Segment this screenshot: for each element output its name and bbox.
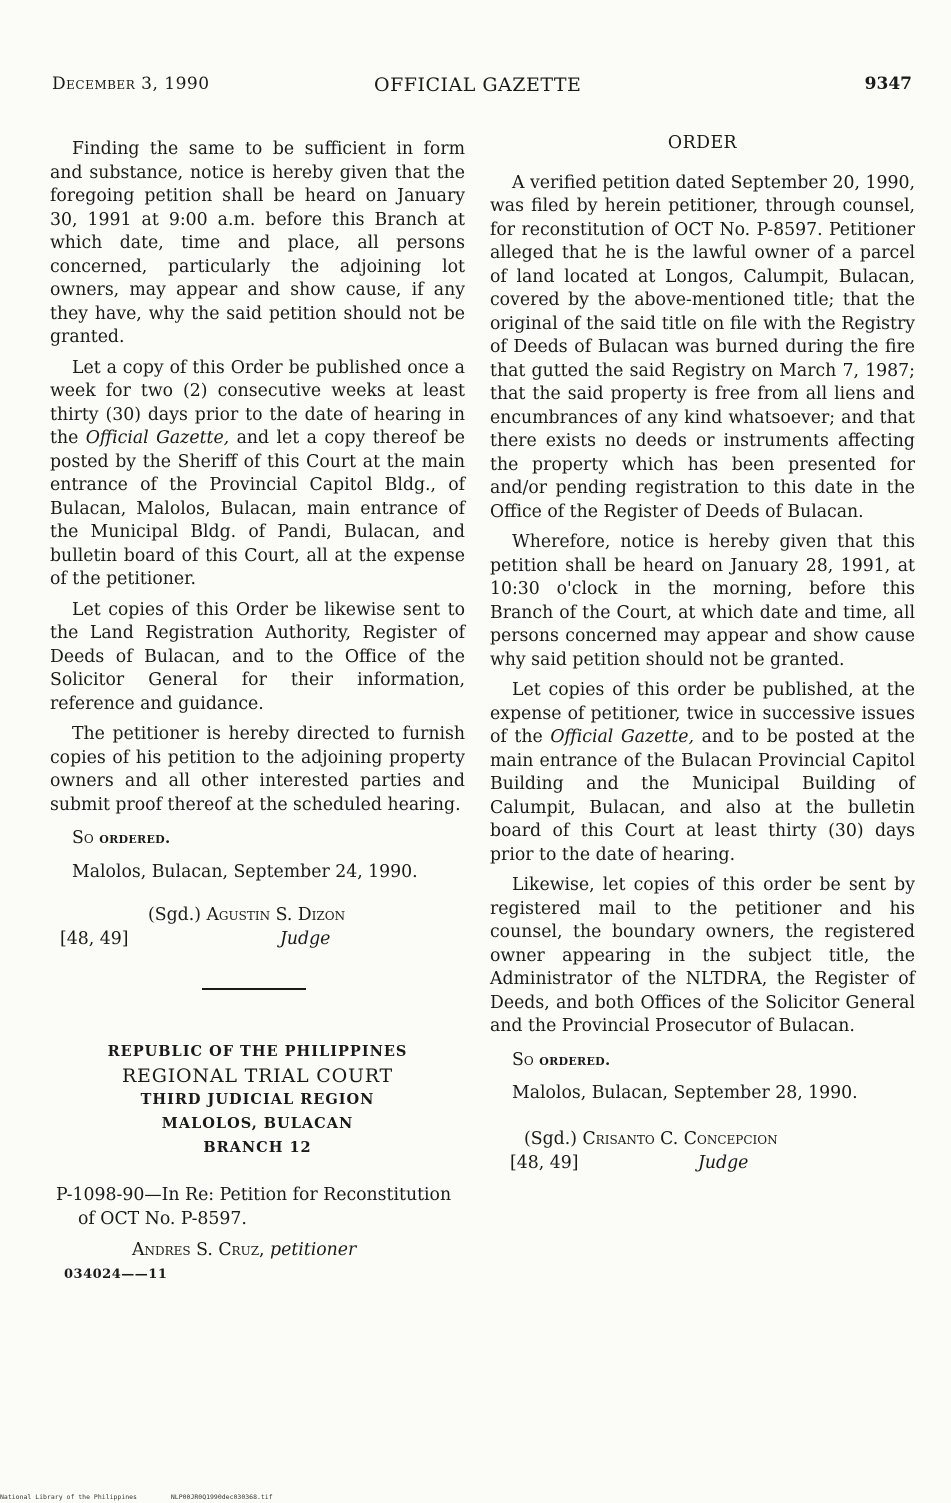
order-title: ORDER bbox=[667, 133, 738, 153]
judge-title: Judge bbox=[698, 1152, 749, 1173]
section-divider bbox=[202, 988, 306, 990]
petitioner: Andres S. Cruz, petitioner bbox=[132, 1240, 357, 1260]
paragraph: Let copies of this order be published, at the expense of petitioner, twice in successive issues of the Official Gazette, and to be posted at the main entrance of the Bulacan Provincial Capitol Building and the Municipal Building of Calumpit, Bulacan, and also at the bulletin board of this Court at least thirty (30) days prior to the date of hearing. bbox=[490, 680, 916, 865]
signature-block: (Sgd.) Crisanto C. Concepcion [48, 49] Judge bbox=[490, 1128, 915, 1176]
scan-footer bbox=[0, 1493, 303, 1501]
judge-name: Crisanto C. Concepcion bbox=[582, 1128, 778, 1149]
notice-code: 034024——11 bbox=[64, 1266, 168, 1282]
publication-title: OFFICIAL GAZETTE bbox=[374, 74, 582, 96]
case-title: P-1098-90—In Re: Petition for Reconstitution of OCT No. P-8597. bbox=[56, 1185, 452, 1229]
so-ordered: So ordered. bbox=[72, 828, 171, 848]
page-header bbox=[52, 74, 912, 104]
court-heading: REPUBLIC OF THE PHILIPPINES REGIONAL TRIAL COURT THIRD JUDICIAL REGION MALOLOS, BULACAN BRANCH 12 bbox=[107, 1043, 408, 1156]
file-name: NLP00JR0Q1990dec030368.tif bbox=[170, 1493, 273, 1501]
paragraph: Let a copy of this Order be published once a week for two (2) consecutive weeks at least thirty (30) days prior to the date of hearing in the Official Gazette, and let a copy thereof be posted by the Sheriff of this Court at the main entrance of the Provincial Capitol Bldg., of Bulacan, Malolos, Bulacan, main entrance of the Municipal Bldg. of Pandi, Bulacan, and bulletin board of this Court, all at the expense of the petitioner. bbox=[50, 357, 466, 589]
right-column bbox=[490, 132, 915, 1176]
place-date: Malolos, Bulacan, September 24, 1990. bbox=[72, 861, 418, 882]
judge-title: Judge bbox=[280, 929, 331, 949]
so-ordered: So ordered. bbox=[512, 1049, 611, 1070]
issue-numbers: [48, 49] bbox=[510, 1152, 579, 1173]
place-date: Malolos, Bulacan, September 28, 1990. bbox=[512, 1083, 858, 1103]
paragraph: Finding the same to be sufficient in form and substance, notice is hereby given that the foregoing petition shall be heard on January 30, 1991 at 9:00 a.m. before this Branch at which date, time and place, all persons concerned, particularly the adjoining lot owners, may appear and show cause, if any they have, why the said petition should not be granted. bbox=[50, 139, 465, 347]
publication-italic: Official Gazette, bbox=[550, 727, 695, 747]
judge-name: Agustin S. Dizon bbox=[206, 905, 346, 925]
paragraph: The petitioner is hereby directed to furnish copies of his petition to the adjoining property owners and all other interested parties and submit proof thereof at the scheduled hearing. bbox=[50, 724, 465, 815]
publication-italic: Official Gazette, bbox=[85, 428, 230, 448]
page-number: 9347 bbox=[864, 74, 912, 94]
issue-numbers: [48, 49] bbox=[60, 929, 129, 949]
left-column bbox=[50, 138, 465, 1286]
paragraph: A verified petition dated September 20, 1990, was filed by herein petitioner, through counsel, for reconstitution of OCT No. P-8597. Petitioner alleged that he is the lawful owner of a parcel of land located at Longos, Calumpit, Bulacan, covered by the above-mentioned title; that the original of the said title on file with the Registry of Deeds of Bulacan was burned during the fire that gutted the said Registry on March 7, 1987; that the said property is free from all liens and encumbrances of any kind whatsoever; and that there exists no deeds or instruments affecting the property which has been presented for and/or pending registration to this date in the Office of the Register of Deeds of Bulacan. bbox=[490, 172, 915, 522]
signature-block: (Sgd.) Agustin S. Dizon [48, 49] Judge bbox=[50, 904, 465, 952]
paragraph: Let copies of this Order be likewise sent to the Land Registration Authority, Register of Deeds of Bulacan, and to the Office of the Solicitor General for their information, reference and guidance. bbox=[50, 599, 465, 714]
paragraph: Likewise, let copies of this order be sent by registered mail to the petitioner and his counsel, the boundary owners, the registered owner appearing in the subject title, the Administrator of the NLTDRA, the Register of Deeds, and both Offices of the Solicitor General and the Provincial Prosecutor of Bulacan. bbox=[490, 875, 915, 1036]
paragraph: Wherefore, notice is hereby given that this petition shall be heard on January 28, 1991, at 10:30 o'clock in the morning, before this Branch of the Court, at which date and time, all persons concerned may appear and show cause why said petition should not be granted. bbox=[490, 532, 915, 670]
issue-date: December 3, 1990 bbox=[52, 74, 210, 94]
library-name: National Library of the Philippines bbox=[0, 1493, 137, 1501]
